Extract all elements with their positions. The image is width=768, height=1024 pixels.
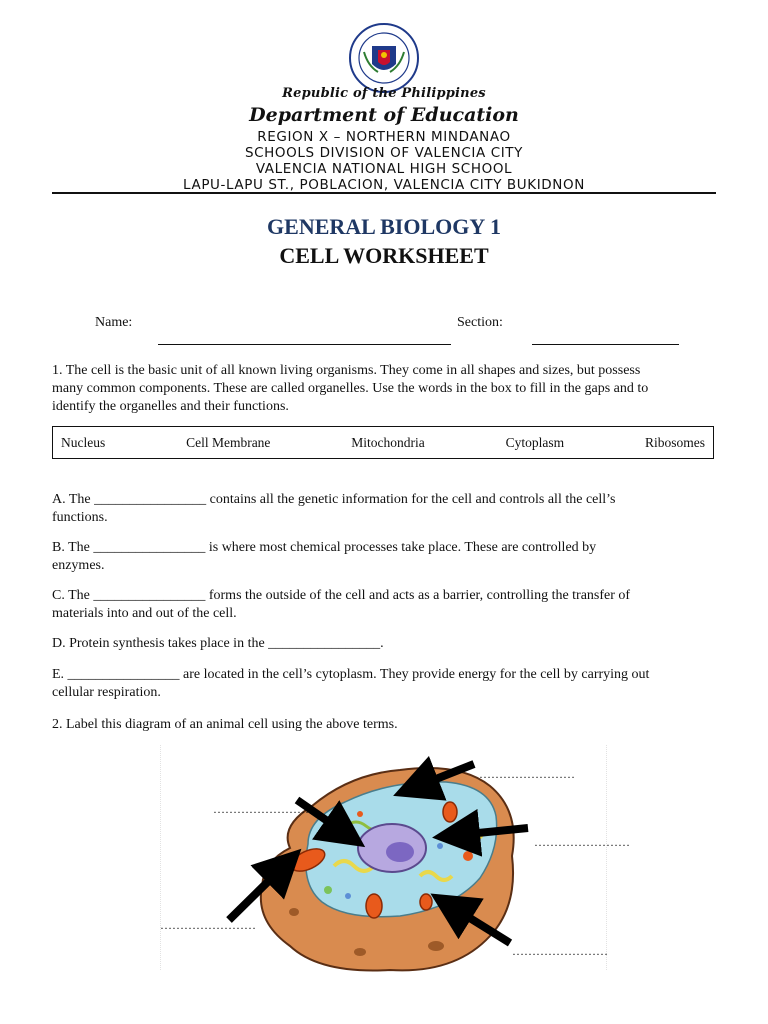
republic-text: Republic of the Philippines (282, 86, 486, 101)
q1-line-3: identify the organelles and their functions. (52, 399, 289, 414)
item-a-line-2: functions. (52, 510, 108, 525)
word-bank-item: Cytoplasm (505, 434, 565, 450)
word-bank-item: Mitochondria (351, 434, 425, 450)
diagram-label-blank[interactable]: …………………… (479, 767, 575, 781)
diagram-label-blank[interactable]: …………………… (512, 944, 608, 958)
q1-line-2: many common components. These are called organelles. Use the words in the box to fill in the gaps and to (52, 381, 649, 396)
item-b-line-1: B. The ________________ is where most chemical processes take place. These are controlled by (52, 540, 597, 555)
item-a-line-1: A. The ________________ contains all the genetic information for the cell and controls all the cell’s (52, 492, 616, 507)
department-title: Department of Education (249, 104, 519, 126)
item-e-line-2: cellular respiration. (52, 685, 161, 700)
item-c-line-1: C. The ________________ forms the outside of the cell and acts as a barrier, controlling the transfer of (52, 588, 631, 603)
worksheet-title: CELL WORKSHEET (279, 243, 489, 268)
diagram-label-blank[interactable]: …………………… (160, 918, 256, 932)
school-line: VALENCIA NATIONAL HIGH SCHOOL (255, 161, 513, 177)
item-b-line-2: enzymes. (52, 558, 105, 573)
arrow-1 (408, 764, 474, 790)
word-bank-item: Cell Membrane (186, 434, 271, 450)
diagram-label-blank[interactable]: …………………… (213, 802, 309, 816)
arrow-4 (229, 860, 290, 920)
worksheet-subject: GENERAL BIOLOGY 1 (267, 214, 501, 239)
section-label: Section: (457, 315, 503, 330)
q2-instruction: 2. Label this diagram of an animal cell using the above terms. (52, 717, 398, 732)
word-bank-item: Ribosomes (644, 434, 705, 450)
q1-line-1: 1. The cell is the basic unit of all known living organisms. They come in all shapes and sizes, but possess (52, 363, 641, 378)
arrow-3 (448, 828, 528, 836)
diagram-label-blank[interactable]: …………………… (534, 835, 630, 849)
address-line: LAPU-LAPU ST., POBLACION, VALENCIA CITY BUKIDNON (183, 177, 585, 193)
item-c-line-2: materials into and out of the cell. (52, 606, 237, 621)
item-d-line-1: D. Protein synthesis takes place in the ________________. (52, 636, 384, 651)
arrow-5 (444, 902, 510, 943)
item-e-line-1: E. ________________ are located in the cell’s cytoplasm. They provide energy for the cell by carrying out (52, 667, 650, 682)
name-label: Name: (95, 315, 133, 330)
division-line: SCHOOLS DIVISION OF VALENCIA CITY (244, 145, 523, 161)
word-bank-item: Nucleus (61, 434, 106, 450)
region-line: REGION X – NORTHERN MINDANAO (257, 129, 511, 145)
